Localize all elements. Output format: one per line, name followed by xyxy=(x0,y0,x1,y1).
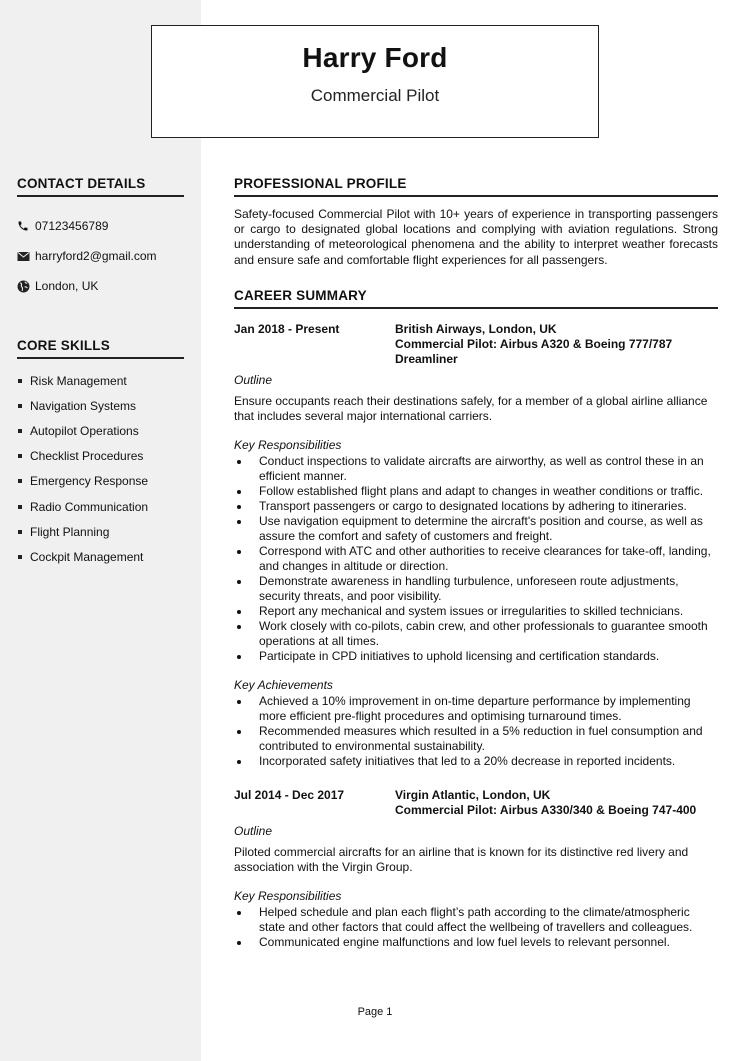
achievements-label: Key Achievements xyxy=(234,677,333,692)
skill-label: Flight Planning xyxy=(30,524,110,539)
contact-email-text: harryford2@gmail.com xyxy=(35,249,157,263)
job-role: Commercial Pilot: Airbus A320 & Boeing 777/787 Dreamliner xyxy=(395,336,673,366)
list-item: Communicated engine malfunctions and low fuel levels to relevant personnel. xyxy=(234,935,718,950)
job-employer-role xyxy=(395,322,718,367)
skill-label: Emergency Response xyxy=(30,474,149,489)
job-employer: Virgin Atlantic, London, UK xyxy=(395,787,551,802)
job-entry xyxy=(234,788,718,950)
career-heading: CAREER SUMMARY xyxy=(234,288,718,309)
profile-text: Safety-focused Commercial Pilot with 10+ years of experience in transporting passengers or cargo to designated global locations and complying with aviation regulations. Strong understanding of meteorological phenomena and the ability to interpret weather forecasts and ensure safe and comfortable flight experiences for all passengers. xyxy=(234,207,718,267)
skill-item xyxy=(17,418,184,443)
responsibilities-list xyxy=(234,905,718,950)
name-header xyxy=(151,25,599,138)
job-header xyxy=(234,322,718,367)
skill-item xyxy=(17,544,184,569)
outline-text: Ensure occupants reach their destinations safely, for a member of a global airline alliance that includes several major international carriers. xyxy=(234,393,708,423)
responsibilities-label: Key Responsibilities xyxy=(234,888,342,903)
skill-item xyxy=(17,393,184,418)
skill-item xyxy=(17,444,184,469)
list-item: Report any mechanical and system issues or irregularities to skilled technicians. xyxy=(234,604,718,619)
page-number: Page 1 xyxy=(357,1006,393,1018)
responsibilities-list xyxy=(234,454,718,664)
globe-icon xyxy=(17,279,35,293)
outline-text: Piloted commercial aircrafts for an airline that is known for its distinctive red livery and association with the Virgin Group. xyxy=(234,844,689,874)
square-bullet-icon xyxy=(18,379,22,383)
skill-label: Autopilot Operations xyxy=(30,423,139,438)
skill-item xyxy=(17,469,184,494)
outline-label: Outline xyxy=(234,823,273,838)
phone-icon xyxy=(17,219,35,233)
envelope-icon xyxy=(17,249,35,263)
square-bullet-icon xyxy=(18,454,22,458)
contact-list xyxy=(17,211,184,301)
contact-location-text: London, UK xyxy=(35,279,99,293)
list-item: Follow established flight plans and adapt to changes in weather conditions or traffic. xyxy=(234,484,718,499)
contact-email xyxy=(17,241,184,271)
job-header xyxy=(234,788,718,818)
skill-label: Navigation Systems xyxy=(30,398,137,413)
list-item: Correspond with ATC and other authorities to receive clearances for take-off, landing, and changes in altitude or direction. xyxy=(234,544,718,574)
contact-location xyxy=(17,271,184,301)
square-bullet-icon xyxy=(18,505,22,509)
list-item: Recommended measures which resulted in a 5% reduction in fuel consumption and contributed to environmental sustainability. xyxy=(234,724,718,754)
responsibilities-label: Key Responsibilities xyxy=(234,437,342,452)
square-bullet-icon xyxy=(18,555,22,559)
contact-heading: CONTACT DETAILS xyxy=(17,176,184,197)
contact-phone-text: 07123456789 xyxy=(35,219,109,233)
skill-item xyxy=(17,519,184,544)
square-bullet-icon xyxy=(18,404,22,408)
list-item: Demonstrate awareness in handling turbulence, unforeseen route adjustments, security threats, and poor visibility. xyxy=(234,574,718,604)
list-item: Work closely with co-pilots, cabin crew, and other professionals to guarantee smooth operations at all times. xyxy=(234,619,718,649)
list-item: Participate in CPD initiatives to uphold licensing and certification standards. xyxy=(234,649,718,664)
skills-heading: CORE SKILLS xyxy=(17,338,184,359)
sidebar xyxy=(17,176,184,570)
list-item: Use navigation equipment to determine the aircraft's position and course, as well as assure the comfort and safety of customers and freight. xyxy=(234,514,718,544)
skill-label: Checklist Procedures xyxy=(30,449,144,464)
square-bullet-icon xyxy=(18,530,22,534)
job-dates: Jan 2018 - Present xyxy=(234,321,340,336)
skills-list xyxy=(17,368,184,570)
list-item: Conduct inspections to validate aircrafts are airworthy, as well as control these in an efficient manner. xyxy=(234,454,718,484)
job-dates: Jul 2014 - Dec 2017 xyxy=(234,787,345,802)
skill-item xyxy=(17,494,184,519)
candidate-name: Harry Ford xyxy=(302,42,448,73)
contact-phone xyxy=(17,211,184,241)
candidate-title: Commercial Pilot xyxy=(310,86,440,105)
job-role: Commercial Pilot: Airbus A330/340 & Boeing 747-400 xyxy=(395,802,697,817)
list-item: Transport passengers or cargo to designated locations by adhering to itineraries. xyxy=(234,499,718,514)
main-content xyxy=(234,176,718,950)
job-employer-role xyxy=(395,788,718,818)
list-item: Incorporated safety initiatives that led to a 20% decrease in reported incidents. xyxy=(234,754,718,769)
skill-item xyxy=(17,368,184,393)
skill-label: Radio Communication xyxy=(30,499,149,514)
skill-label: Risk Management xyxy=(30,373,127,388)
square-bullet-icon xyxy=(18,479,22,483)
profile-heading: PROFESSIONAL PROFILE xyxy=(234,176,718,197)
outline-label: Outline xyxy=(234,372,273,387)
skill-label: Cockpit Management xyxy=(30,549,144,564)
achievements-list xyxy=(234,694,718,769)
job-entry xyxy=(234,322,718,769)
square-bullet-icon xyxy=(18,429,22,433)
list-item: Helped schedule and plan each flight’s path according to the climate/atmospheric state and other factors that could affect the wellbeing of travellers and colleagues. xyxy=(234,905,718,935)
job-employer: British Airways, London, UK xyxy=(395,321,557,336)
list-item: Achieved a 10% improvement in on-time departure performance by implementing more efficient pre-flight procedures and optimising turnaround times. xyxy=(234,694,718,724)
